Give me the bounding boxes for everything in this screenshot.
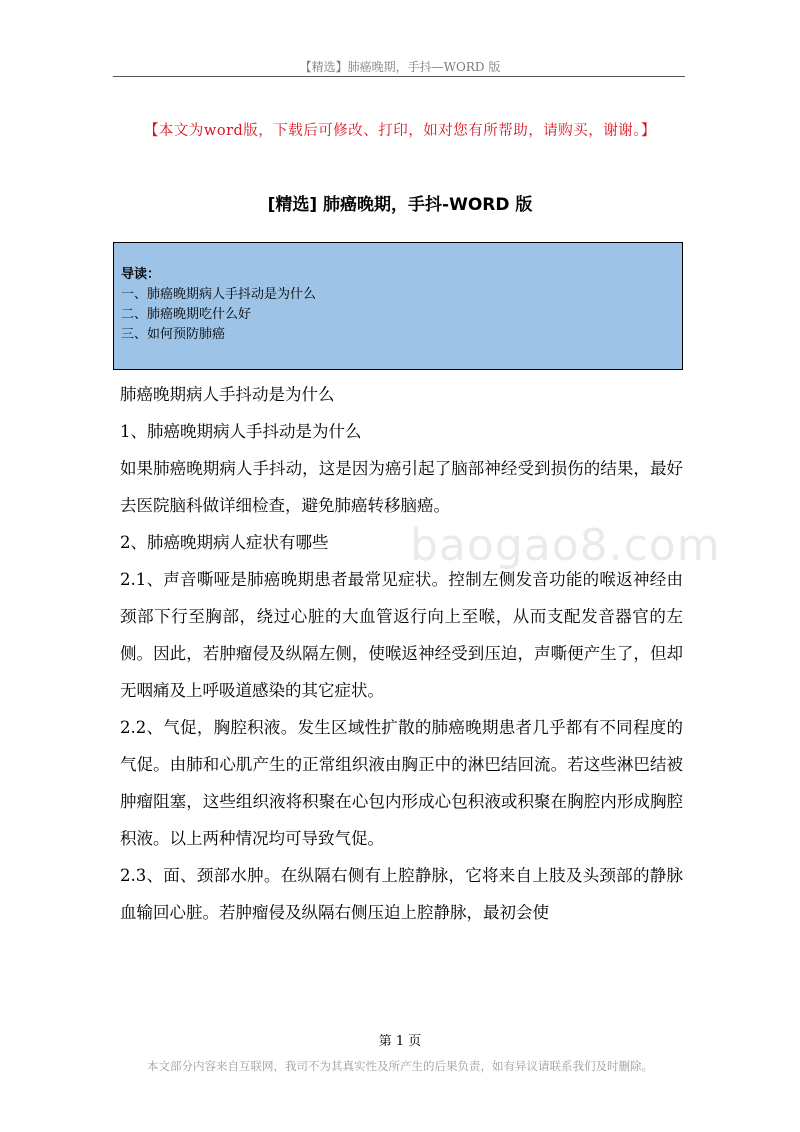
watermark: baogao8.com <box>410 520 721 571</box>
paragraph-1: 如果肺癌晚期病人手抖动，这是因为癌引起了脑部神经受到损伤的结果，最好去医院脑科做详细检查，避免肺癌转移脑癌。 <box>120 459 683 515</box>
guide-title: 导读： <box>121 267 161 282</box>
guide-box <box>113 242 683 370</box>
document-title: [精选] 肺癌晚期，手抖-WORD 版 <box>267 195 533 215</box>
guide-item-1: 一、肺癌晚期病人手抖动是为什么 <box>121 287 317 302</box>
subheading-2: 2、肺癌晚期病人症状有哪些 <box>120 533 329 552</box>
subheading-1: 1、肺癌晚期病人手抖动是为什么 <box>120 422 362 441</box>
footer-disclaimer: 本文部分内容来自互联网，我司不为其真实性及所产生的后果负责，如有异议请联系我们及时删除。 <box>147 1059 653 1073</box>
page-number: 第 1 页 <box>378 1034 422 1049</box>
paragraph-2-1: 2.1、声音嘶哑是肺癌晚期患者最常见症状。控制左侧发音功能的喉返神经由颈部下行至胸部，绕过心脏的大血管返行向上至喉，从而支配发音器官的左侧。因此，若肿瘤侵及纵隔左侧，使喉返神经受到压迫，声嘶便产生了，但却无咽痛及上呼吸道感染的其它症状。 <box>120 570 683 700</box>
download-notice: 【本文为word版，下载后可修改、打印，如对您有所帮助，请购买，谢谢。】 <box>143 123 657 139</box>
section-heading: 肺癌晚期病人手抖动是为什么 <box>120 385 335 404</box>
guide-item-2: 二、肺癌晚期吃什么好 <box>121 307 252 322</box>
page-header: 【精选】肺癌晚期，手抖—WORD 版 <box>299 60 501 74</box>
header-divider <box>113 76 685 77</box>
guide-item-3: 三、如何预防肺癌 <box>121 327 226 342</box>
paragraph-2-2: 2.2、气促，胸腔积液。发生区域性扩散的肺癌晚期患者几乎都有不同程度的气促。由肺和心肌产生的正常组织液由胸正中的淋巴结回流。若这些淋巴结被肿瘤阻塞，这些组织液将积聚在心包内形成心包积液或积聚在胸腔内形成胸腔积液。以上两种情况均可导致气促。 <box>120 718 683 848</box>
paragraph-2-3: 2.3、面、颈部水肿。在纵隔右侧有上腔静脉，它将来自上肢及头颈部的静脉血输回心脏。若肿瘤侵及纵隔右侧压迫上腔静脉，最初会使 <box>120 866 683 922</box>
document-body <box>120 376 683 931</box>
